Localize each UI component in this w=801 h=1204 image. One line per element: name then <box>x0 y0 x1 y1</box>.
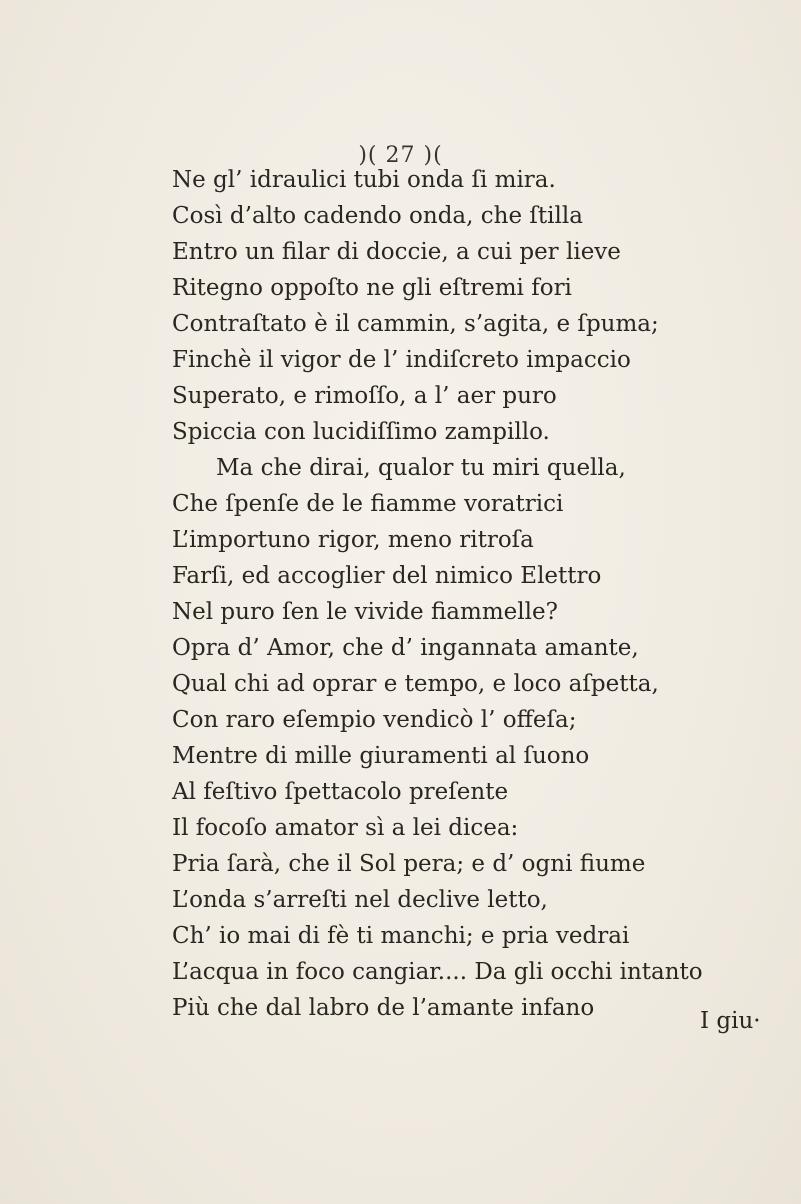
poem-line: Finchè il vigor de l’ indiſcreto impaccio <box>172 347 631 373</box>
poem-line: Che ſpenſe de le fiamme voratrici <box>172 491 564 517</box>
poem-line: Il focoſo amator sì a lei dicea: <box>172 815 519 841</box>
poem-line: Più che dal labro de l’amante infano <box>172 995 595 1021</box>
catchword: I giu· <box>700 1008 761 1034</box>
poem-text <box>172 162 772 1026</box>
poem-line: Superato, e rimoſſo, a l’ aer puro <box>172 383 557 409</box>
poem-line: Entro un filar di doccie, a cui per lieve <box>172 239 621 265</box>
poem-line: L’onda s’arreſti nel declive letto, <box>172 887 548 913</box>
poem-line: Qual chi ad oprar e tempo, e loco aſpetta, <box>172 671 659 697</box>
poem-line: L’acqua in foco cangiar.... Da gli occhi intanto <box>172 959 703 985</box>
poem-line: Con raro eſempio vendicò l’ offeſa; <box>172 707 577 733</box>
poem-line: Spiccia con lucidiſſimo zampillo. <box>172 419 550 445</box>
poem-line: Opra d’ Amor, che d’ ingannata amante, <box>172 635 639 661</box>
poem-line: L’importuno rigor, meno ritroſa <box>172 527 534 553</box>
page-number: )( 27 )( <box>358 143 443 168</box>
poem-line: Farſi, ed accoglier del nimico Elettro <box>172 563 602 589</box>
poem-line: Nel puro ſen le vivide fiammelle? <box>172 599 558 625</box>
poem-line: Mentre di mille giuramenti al ſuono <box>172 743 590 769</box>
poem-line: Ritegno oppoſto ne gli eſtremi fori <box>172 275 572 301</box>
poem-line: Ma che dirai, qualor tu miri quella, <box>216 455 626 481</box>
poem-line: Contraſtato è il cammin, s’agita, e ſpuma; <box>172 311 659 337</box>
poem-line: Al feſtivo ſpettacolo preſente <box>172 779 509 805</box>
poem-line: Ch’ io mai di fè ti manchi; e pria vedrai <box>172 923 630 949</box>
poem-line: Pria ſarà, che il Sol pera; e d’ ogni fiume <box>172 851 646 877</box>
poem-line: Ne gl’ idraulici tubi onda ſi mira. <box>172 167 556 193</box>
poem-line: Così d’alto cadendo onda, che ſtilla <box>172 203 583 229</box>
